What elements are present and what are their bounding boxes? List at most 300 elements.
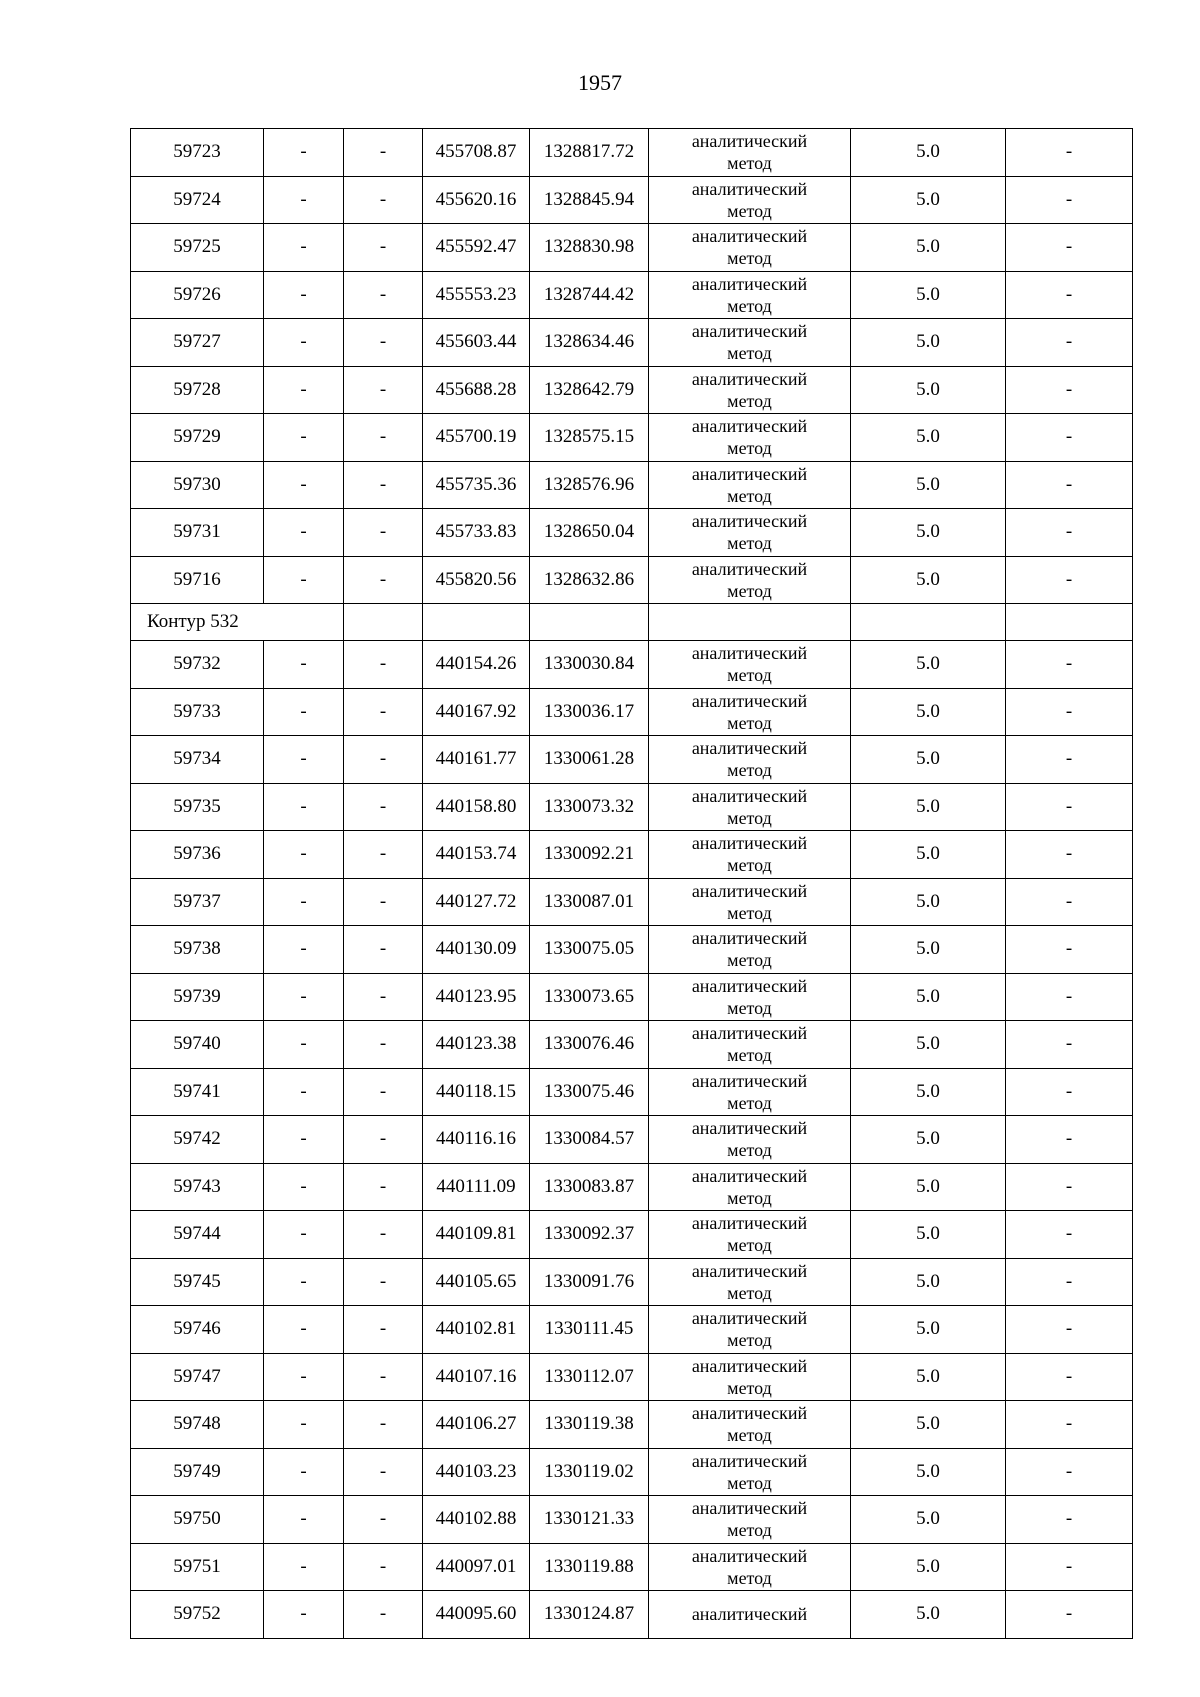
col2-cell: - bbox=[264, 224, 344, 272]
col3-cell: - bbox=[344, 461, 423, 509]
method-line: аналитический bbox=[691, 833, 808, 854]
note-cell: - bbox=[1006, 878, 1133, 926]
method-line: метод bbox=[727, 533, 772, 554]
table-row bbox=[131, 1021, 1133, 1069]
method-cell bbox=[649, 1496, 851, 1544]
point-id-cell: 59738 bbox=[131, 926, 264, 974]
table-body bbox=[131, 129, 1133, 1639]
method-line: аналитический bbox=[691, 928, 808, 949]
table-row bbox=[131, 831, 1133, 879]
x-coordinate-cell: 455592.47 bbox=[423, 224, 530, 272]
x-coordinate-cell: 440167.92 bbox=[423, 688, 530, 736]
method-cell bbox=[649, 461, 851, 509]
accuracy-cell: 5.0 bbox=[851, 1306, 1006, 1354]
table-row bbox=[131, 1543, 1133, 1591]
table-row bbox=[131, 783, 1133, 831]
y-coordinate-cell: 1330084.57 bbox=[530, 1116, 649, 1164]
note-cell: - bbox=[1006, 1258, 1133, 1306]
y-coordinate-cell: 1330111.45 bbox=[530, 1306, 649, 1354]
note-cell: - bbox=[1006, 129, 1133, 177]
col3-cell: - bbox=[344, 1353, 423, 1401]
x-coordinate-cell: 440111.09 bbox=[423, 1163, 530, 1211]
col2-cell: - bbox=[264, 1543, 344, 1591]
accuracy-cell: 5.0 bbox=[851, 461, 1006, 509]
point-id-cell: 59741 bbox=[131, 1068, 264, 1116]
empty-cell bbox=[851, 604, 1006, 641]
note-cell: - bbox=[1006, 271, 1133, 319]
note-cell: - bbox=[1006, 688, 1133, 736]
col2-cell: - bbox=[264, 366, 344, 414]
method-cell bbox=[649, 1068, 851, 1116]
method-line: аналитический bbox=[691, 1545, 808, 1566]
x-coordinate-cell: 440118.15 bbox=[423, 1068, 530, 1116]
col3-cell: - bbox=[344, 926, 423, 974]
method-cell bbox=[649, 176, 851, 224]
method-cell bbox=[649, 641, 851, 689]
accuracy-cell: 5.0 bbox=[851, 641, 1006, 689]
method-line: метод bbox=[727, 950, 772, 971]
col2-cell: - bbox=[264, 1496, 344, 1544]
method-cell bbox=[649, 1306, 851, 1354]
col2-cell: - bbox=[264, 271, 344, 319]
method-line: метод bbox=[727, 438, 772, 459]
col3-cell: - bbox=[344, 878, 423, 926]
point-id-cell: 59735 bbox=[131, 783, 264, 831]
accuracy-cell: 5.0 bbox=[851, 1116, 1006, 1164]
col3-cell: - bbox=[344, 129, 423, 177]
col3-cell: - bbox=[344, 1068, 423, 1116]
method-line: метод bbox=[727, 295, 772, 316]
note-cell: - bbox=[1006, 509, 1133, 557]
accuracy-cell: 5.0 bbox=[851, 1543, 1006, 1591]
method-line: метод bbox=[727, 1235, 772, 1256]
y-coordinate-cell: 1330092.37 bbox=[530, 1211, 649, 1259]
x-coordinate-cell: 440123.38 bbox=[423, 1021, 530, 1069]
note-cell: - bbox=[1006, 1021, 1133, 1069]
table-row bbox=[131, 1163, 1133, 1211]
point-id-cell: 59748 bbox=[131, 1401, 264, 1449]
note-cell: - bbox=[1006, 1496, 1133, 1544]
y-coordinate-cell: 1328576.96 bbox=[530, 461, 649, 509]
method-line: метод bbox=[727, 997, 772, 1018]
method-cell bbox=[649, 1353, 851, 1401]
method-line: метод bbox=[727, 1282, 772, 1303]
method-line: метод bbox=[727, 580, 772, 601]
method-line: метод bbox=[727, 1140, 772, 1161]
method-line: метод bbox=[727, 902, 772, 923]
point-id-cell: 59724 bbox=[131, 176, 264, 224]
point-id-cell: 59729 bbox=[131, 414, 264, 462]
table-row bbox=[131, 1401, 1133, 1449]
table-row bbox=[131, 1211, 1133, 1259]
y-coordinate-cell: 1330092.21 bbox=[530, 831, 649, 879]
table-row bbox=[131, 1068, 1133, 1116]
note-cell: - bbox=[1006, 556, 1133, 604]
method-line: аналитический bbox=[691, 643, 808, 664]
empty-cell bbox=[423, 604, 530, 641]
col3-cell: - bbox=[344, 1211, 423, 1259]
col2-cell: - bbox=[264, 1591, 344, 1639]
method-cell bbox=[649, 271, 851, 319]
y-coordinate-cell: 1330073.32 bbox=[530, 783, 649, 831]
x-coordinate-cell: 455735.36 bbox=[423, 461, 530, 509]
method-line: метод bbox=[727, 390, 772, 411]
note-cell: - bbox=[1006, 736, 1133, 784]
note-cell: - bbox=[1006, 224, 1133, 272]
point-id-cell: 59745 bbox=[131, 1258, 264, 1306]
y-coordinate-cell: 1328634.46 bbox=[530, 319, 649, 367]
col3-cell: - bbox=[344, 176, 423, 224]
col2-cell: - bbox=[264, 414, 344, 462]
point-id-cell: 59744 bbox=[131, 1211, 264, 1259]
point-id-cell: 59750 bbox=[131, 1496, 264, 1544]
table-row bbox=[131, 641, 1133, 689]
method-cell bbox=[649, 783, 851, 831]
col3-cell: - bbox=[344, 973, 423, 1021]
col2-cell: - bbox=[264, 509, 344, 557]
accuracy-cell: 5.0 bbox=[851, 414, 1006, 462]
x-coordinate-cell: 440095.60 bbox=[423, 1591, 530, 1639]
point-id-cell: 59751 bbox=[131, 1543, 264, 1591]
point-id-cell: 59723 bbox=[131, 129, 264, 177]
col3-cell: - bbox=[344, 1163, 423, 1211]
col3-cell: - bbox=[344, 688, 423, 736]
table-row bbox=[131, 556, 1133, 604]
accuracy-cell: 5.0 bbox=[851, 1591, 1006, 1639]
method-cell bbox=[649, 736, 851, 784]
method-cell bbox=[649, 1543, 851, 1591]
method-cell bbox=[649, 129, 851, 177]
col3-cell: - bbox=[344, 1116, 423, 1164]
note-cell: - bbox=[1006, 1543, 1133, 1591]
point-id-cell: 59733 bbox=[131, 688, 264, 736]
accuracy-cell: 5.0 bbox=[851, 224, 1006, 272]
table-row bbox=[131, 414, 1133, 462]
table-row bbox=[131, 736, 1133, 784]
method-line: аналитический bbox=[691, 368, 808, 389]
accuracy-cell: 5.0 bbox=[851, 1163, 1006, 1211]
col3-cell: - bbox=[344, 1591, 423, 1639]
page-number: 1957 bbox=[578, 70, 622, 95]
y-coordinate-cell: 1330121.33 bbox=[530, 1496, 649, 1544]
note-cell: - bbox=[1006, 926, 1133, 974]
y-coordinate-cell: 1330112.07 bbox=[530, 1353, 649, 1401]
accuracy-cell: 5.0 bbox=[851, 1496, 1006, 1544]
method-cell bbox=[649, 926, 851, 974]
col2-cell: - bbox=[264, 556, 344, 604]
method-cell bbox=[649, 1401, 851, 1449]
accuracy-cell: 5.0 bbox=[851, 1448, 1006, 1496]
col3-cell: - bbox=[344, 1306, 423, 1354]
table-row bbox=[131, 1496, 1133, 1544]
point-id-cell: 59731 bbox=[131, 509, 264, 557]
col2-cell: - bbox=[264, 1258, 344, 1306]
y-coordinate-cell: 1328830.98 bbox=[530, 224, 649, 272]
table-row bbox=[131, 926, 1133, 974]
col2-cell: - bbox=[264, 1163, 344, 1211]
note-cell: - bbox=[1006, 1591, 1133, 1639]
note-cell: - bbox=[1006, 319, 1133, 367]
table-row bbox=[131, 1591, 1133, 1639]
col2-cell: - bbox=[264, 1306, 344, 1354]
note-cell: - bbox=[1006, 1068, 1133, 1116]
method-line: метод bbox=[727, 855, 772, 876]
col2-cell: - bbox=[264, 461, 344, 509]
col2-cell: - bbox=[264, 1068, 344, 1116]
method-line: аналитический bbox=[691, 1403, 808, 1424]
empty-cell bbox=[649, 604, 851, 641]
y-coordinate-cell: 1328632.86 bbox=[530, 556, 649, 604]
method-cell bbox=[649, 688, 851, 736]
method-cell bbox=[649, 509, 851, 557]
accuracy-cell: 5.0 bbox=[851, 1068, 1006, 1116]
col3-cell: - bbox=[344, 1496, 423, 1544]
method-cell bbox=[649, 224, 851, 272]
y-coordinate-cell: 1330091.76 bbox=[530, 1258, 649, 1306]
method-line: метод bbox=[727, 760, 772, 781]
x-coordinate-cell: 440102.81 bbox=[423, 1306, 530, 1354]
col2-cell: - bbox=[264, 1401, 344, 1449]
note-cell: - bbox=[1006, 973, 1133, 1021]
method-line: аналитический bbox=[691, 785, 808, 806]
method-cell bbox=[649, 1448, 851, 1496]
method-line: метод bbox=[727, 248, 772, 269]
point-id-cell: 59736 bbox=[131, 831, 264, 879]
col2-cell: - bbox=[264, 973, 344, 1021]
table-row bbox=[131, 878, 1133, 926]
method-line: метод bbox=[727, 153, 772, 174]
x-coordinate-cell: 440127.72 bbox=[423, 878, 530, 926]
accuracy-cell: 5.0 bbox=[851, 366, 1006, 414]
table-row bbox=[131, 1116, 1133, 1164]
method-line: аналитический bbox=[691, 1118, 808, 1139]
x-coordinate-cell: 440116.16 bbox=[423, 1116, 530, 1164]
method-line: метод bbox=[727, 1187, 772, 1208]
table-row bbox=[131, 688, 1133, 736]
point-id-cell: 59728 bbox=[131, 366, 264, 414]
col3-cell: - bbox=[344, 736, 423, 784]
method-line: метод bbox=[727, 1092, 772, 1113]
method-line: аналитический bbox=[691, 1260, 808, 1281]
method-line: метод bbox=[727, 1520, 772, 1541]
col3-cell: - bbox=[344, 1448, 423, 1496]
table-row bbox=[131, 366, 1133, 414]
method-line: аналитический bbox=[691, 1213, 808, 1234]
table-row bbox=[131, 271, 1133, 319]
y-coordinate-cell: 1328845.94 bbox=[530, 176, 649, 224]
col3-cell: - bbox=[344, 1021, 423, 1069]
empty-cell bbox=[530, 604, 649, 641]
accuracy-cell: 5.0 bbox=[851, 973, 1006, 1021]
accuracy-cell: 5.0 bbox=[851, 1021, 1006, 1069]
method-cell bbox=[649, 878, 851, 926]
x-coordinate-cell: 440123.95 bbox=[423, 973, 530, 1021]
section-title: Контур 532 bbox=[131, 604, 344, 641]
x-coordinate-cell: 440130.09 bbox=[423, 926, 530, 974]
accuracy-cell: 5.0 bbox=[851, 831, 1006, 879]
y-coordinate-cell: 1330075.05 bbox=[530, 926, 649, 974]
method-line: аналитический bbox=[691, 1498, 808, 1519]
col3-cell: - bbox=[344, 556, 423, 604]
note-cell: - bbox=[1006, 1163, 1133, 1211]
y-coordinate-cell: 1330075.46 bbox=[530, 1068, 649, 1116]
method-line: метод bbox=[727, 1045, 772, 1066]
x-coordinate-cell: 440109.81 bbox=[423, 1211, 530, 1259]
method-line: аналитический bbox=[691, 463, 808, 484]
point-id-cell: 59737 bbox=[131, 878, 264, 926]
method-line: метод bbox=[727, 1330, 772, 1351]
method-line: аналитический bbox=[691, 511, 808, 532]
y-coordinate-cell: 1330087.01 bbox=[530, 878, 649, 926]
y-coordinate-cell: 1330124.87 bbox=[530, 1591, 649, 1639]
col2-cell: - bbox=[264, 319, 344, 367]
col2-cell: - bbox=[264, 783, 344, 831]
y-coordinate-cell: 1328575.15 bbox=[530, 414, 649, 462]
col2-cell: - bbox=[264, 1021, 344, 1069]
method-line: аналитический bbox=[691, 178, 808, 199]
x-coordinate-cell: 440161.77 bbox=[423, 736, 530, 784]
point-id-cell: 59740 bbox=[131, 1021, 264, 1069]
method-line: аналитический bbox=[691, 131, 808, 152]
col3-cell: - bbox=[344, 1543, 423, 1591]
col3-cell: - bbox=[344, 641, 423, 689]
point-id-cell: 59734 bbox=[131, 736, 264, 784]
method-line: метод bbox=[727, 1472, 772, 1493]
method-cell bbox=[649, 973, 851, 1021]
point-id-cell: 59730 bbox=[131, 461, 264, 509]
y-coordinate-cell: 1328744.42 bbox=[530, 271, 649, 319]
col3-cell: - bbox=[344, 1401, 423, 1449]
col3-cell: - bbox=[344, 783, 423, 831]
x-coordinate-cell: 455820.56 bbox=[423, 556, 530, 604]
y-coordinate-cell: 1330083.87 bbox=[530, 1163, 649, 1211]
table-row bbox=[131, 129, 1133, 177]
x-coordinate-cell: 440102.88 bbox=[423, 1496, 530, 1544]
col2-cell: - bbox=[264, 1353, 344, 1401]
note-cell: - bbox=[1006, 831, 1133, 879]
x-coordinate-cell: 440107.16 bbox=[423, 1353, 530, 1401]
x-coordinate-cell: 440153.74 bbox=[423, 831, 530, 879]
method-line: аналитический bbox=[691, 273, 808, 294]
note-cell: - bbox=[1006, 1353, 1133, 1401]
accuracy-cell: 5.0 bbox=[851, 1211, 1006, 1259]
note-cell: - bbox=[1006, 461, 1133, 509]
method-line: аналитический bbox=[691, 1165, 808, 1186]
note-cell: - bbox=[1006, 783, 1133, 831]
method-line: метод bbox=[727, 665, 772, 686]
method-cell bbox=[649, 1116, 851, 1164]
note-cell: - bbox=[1006, 1116, 1133, 1164]
method-line: метод bbox=[727, 200, 772, 221]
y-coordinate-cell: 1330119.88 bbox=[530, 1543, 649, 1591]
method-cell bbox=[649, 1258, 851, 1306]
x-coordinate-cell: 440097.01 bbox=[423, 1543, 530, 1591]
accuracy-cell: 5.0 bbox=[851, 1353, 1006, 1401]
x-coordinate-cell: 440106.27 bbox=[423, 1401, 530, 1449]
method-cell bbox=[649, 1021, 851, 1069]
y-coordinate-cell: 1330030.84 bbox=[530, 641, 649, 689]
table-row bbox=[131, 973, 1133, 1021]
y-coordinate-cell: 1330076.46 bbox=[530, 1021, 649, 1069]
x-coordinate-cell: 455688.28 bbox=[423, 366, 530, 414]
accuracy-cell: 5.0 bbox=[851, 319, 1006, 367]
col2-cell: - bbox=[264, 1116, 344, 1164]
method-line: метод bbox=[727, 807, 772, 828]
method-line: аналитический bbox=[691, 226, 808, 247]
method-cell bbox=[649, 556, 851, 604]
accuracy-cell: 5.0 bbox=[851, 878, 1006, 926]
note-cell: - bbox=[1006, 1401, 1133, 1449]
col3-cell: - bbox=[344, 319, 423, 367]
accuracy-cell: 5.0 bbox=[851, 129, 1006, 177]
accuracy-cell: 5.0 bbox=[851, 509, 1006, 557]
table-row bbox=[131, 1306, 1133, 1354]
method-line: аналитический bbox=[691, 416, 808, 437]
table-row bbox=[131, 1258, 1133, 1306]
y-coordinate-cell: 1330119.38 bbox=[530, 1401, 649, 1449]
accuracy-cell: 5.0 bbox=[851, 176, 1006, 224]
y-coordinate-cell: 1330119.02 bbox=[530, 1448, 649, 1496]
col2-cell: - bbox=[264, 641, 344, 689]
x-coordinate-cell: 440103.23 bbox=[423, 1448, 530, 1496]
method-cell bbox=[649, 831, 851, 879]
y-coordinate-cell: 1328817.72 bbox=[530, 129, 649, 177]
table-row bbox=[131, 319, 1133, 367]
method-line: аналитический bbox=[691, 1450, 808, 1471]
y-coordinate-cell: 1330073.65 bbox=[530, 973, 649, 1021]
note-cell: - bbox=[1006, 641, 1133, 689]
col3-cell: - bbox=[344, 1258, 423, 1306]
method-line: метод bbox=[727, 343, 772, 364]
method-line: аналитический bbox=[691, 1308, 808, 1329]
method-line: метод bbox=[727, 1425, 772, 1446]
method-line: аналитический bbox=[691, 738, 808, 759]
point-id-cell: 59725 bbox=[131, 224, 264, 272]
y-coordinate-cell: 1330036.17 bbox=[530, 688, 649, 736]
method-cell bbox=[649, 1163, 851, 1211]
method-line: аналитический bbox=[691, 1355, 808, 1376]
col2-cell: - bbox=[264, 129, 344, 177]
point-id-cell: 59727 bbox=[131, 319, 264, 367]
table-row bbox=[131, 461, 1133, 509]
col2-cell: - bbox=[264, 831, 344, 879]
method-line: аналитический bbox=[691, 321, 808, 342]
method-line: аналитический bbox=[691, 558, 808, 579]
coordinates-table bbox=[130, 128, 1133, 1639]
method-cell bbox=[649, 414, 851, 462]
col3-cell: - bbox=[344, 414, 423, 462]
point-id-cell: 59749 bbox=[131, 1448, 264, 1496]
col2-cell: - bbox=[264, 1211, 344, 1259]
accuracy-cell: 5.0 bbox=[851, 271, 1006, 319]
col3-cell: - bbox=[344, 509, 423, 557]
y-coordinate-cell: 1328642.79 bbox=[530, 366, 649, 414]
empty-cell bbox=[1006, 604, 1133, 641]
x-coordinate-cell: 455620.16 bbox=[423, 176, 530, 224]
method-cell bbox=[649, 366, 851, 414]
col2-cell: - bbox=[264, 736, 344, 784]
point-id-cell: 59732 bbox=[131, 641, 264, 689]
method-line: аналитический bbox=[691, 1023, 808, 1044]
col3-cell: - bbox=[344, 271, 423, 319]
empty-cell bbox=[344, 604, 423, 641]
x-coordinate-cell: 455733.83 bbox=[423, 509, 530, 557]
x-coordinate-cell: 455700.19 bbox=[423, 414, 530, 462]
x-coordinate-cell: 455603.44 bbox=[423, 319, 530, 367]
table-row bbox=[131, 1448, 1133, 1496]
note-cell: - bbox=[1006, 1306, 1133, 1354]
point-id-cell: 59726 bbox=[131, 271, 264, 319]
